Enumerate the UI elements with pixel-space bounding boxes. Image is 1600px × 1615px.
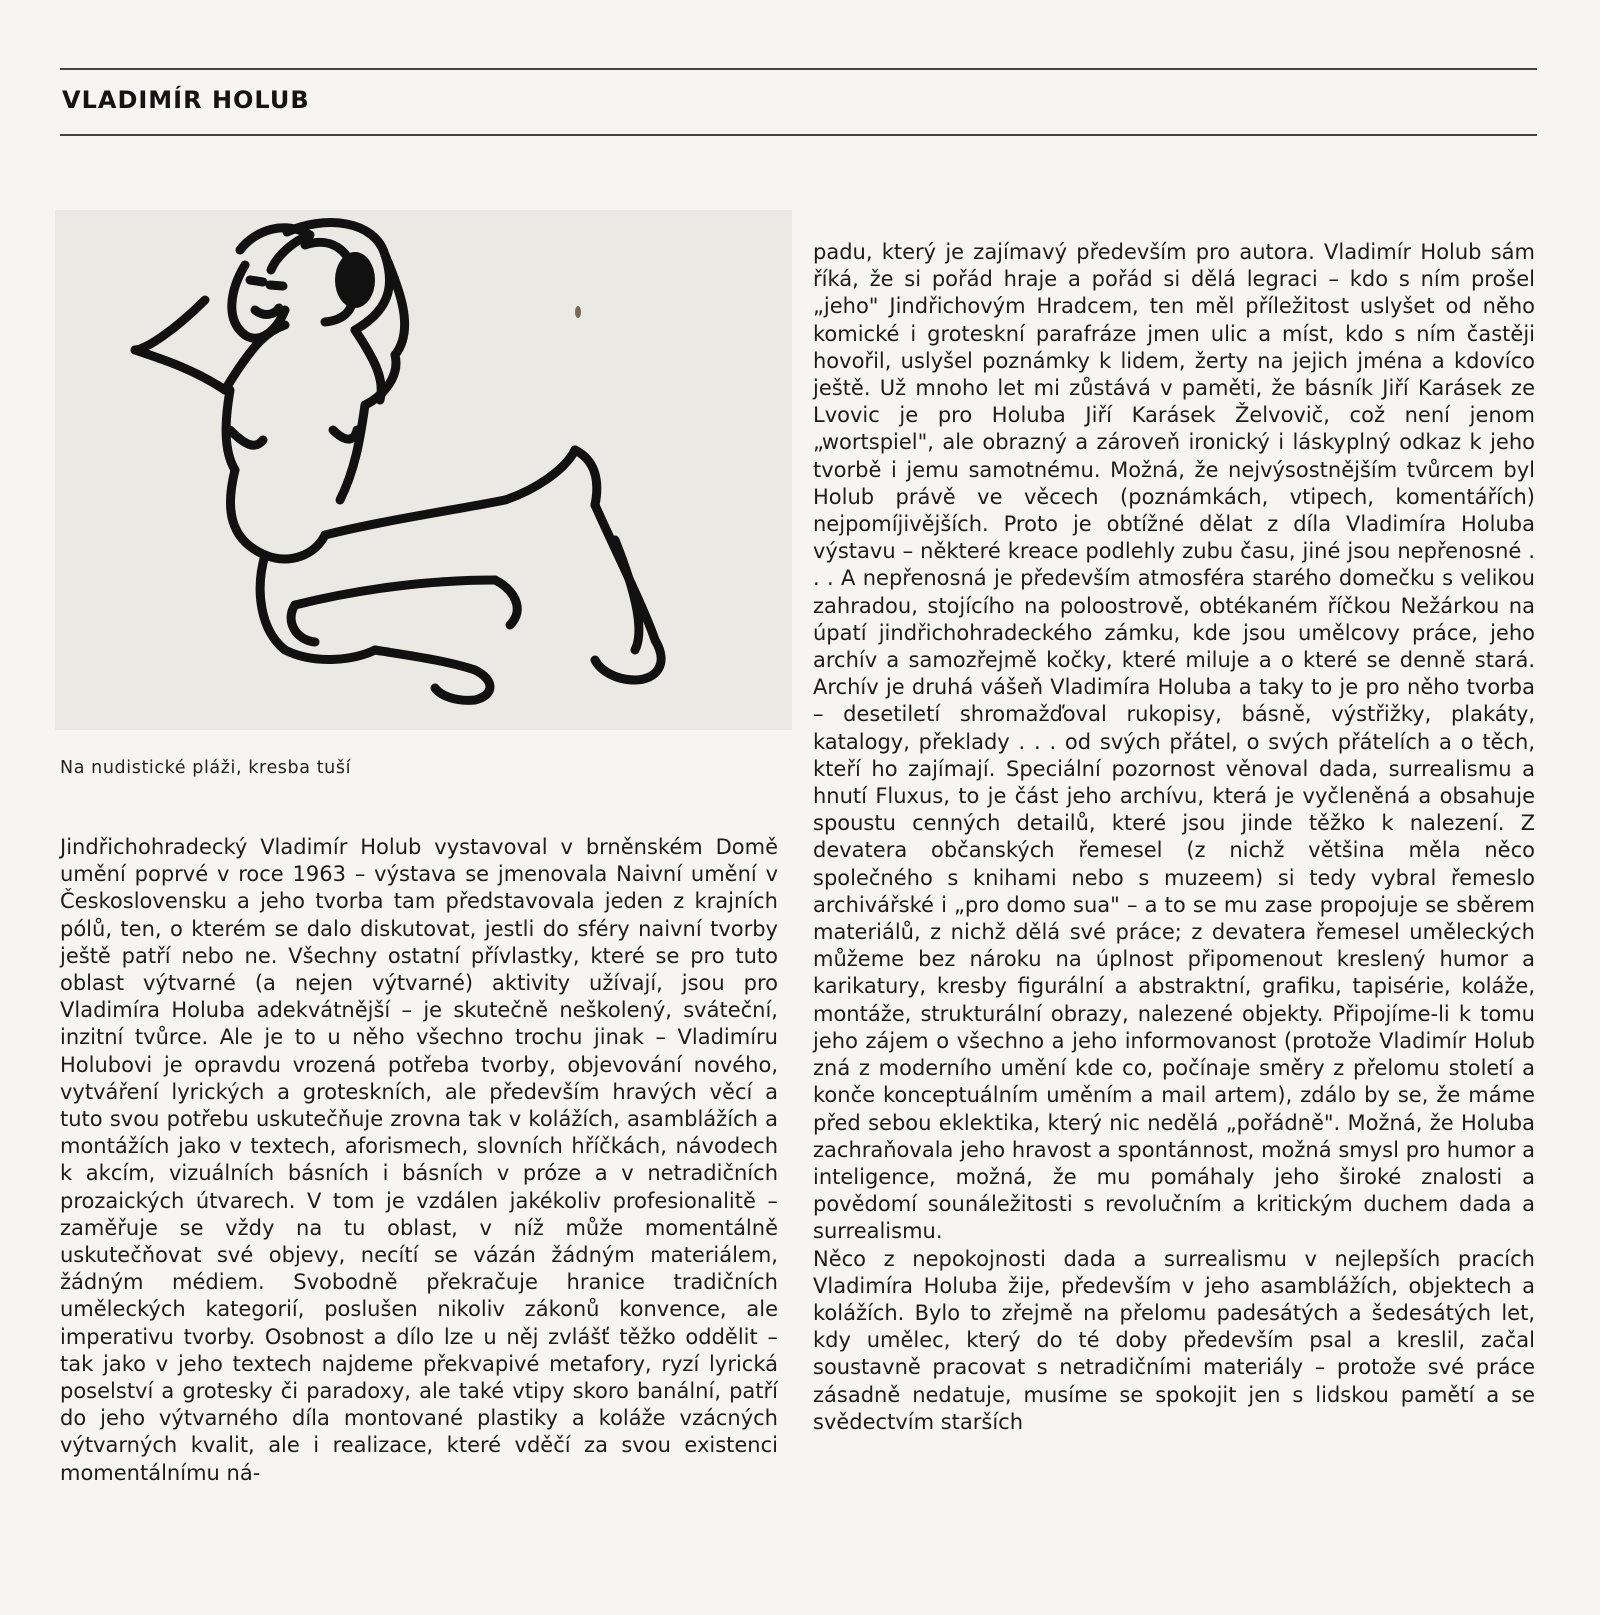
article-column-right: [813, 239, 1535, 1436]
ink-drawing: [55, 210, 792, 730]
article-paragraph: padu, který je zajímavý především pro autora. Vladimír Holub sám říká, že si pořád hraje a pořád si dělá legraci – kdo s ním prošel „jeho" Jindřichovým Hradcem, ten měl příležitost uslyšet od něho komické i groteskní parafráze jmen ulic a míst, kdo s ním častěji hovořil, uslyšel poznámky k lidem, žerty na jejich jména a kdovíco ještě. Už mnoho let mi zůstává v paměti, že básník Jiří Karásek ze Lvovic je pro Holuba Jiří Karásek Želvovič, což není jenom „wortspiel", ale obrazný a zároveň ironický i láskyplný odkaz k jeho tvorbě i jemu samotnému. Možná, že nejvýsostnějším tvůrcem byl Holub právě ve věcech (poznámkách, vtipech, komentářích) nejpomíjivějších. Proto je obtížné dělat z díla Vladimíra Holuba výstavu – některé kreace podlehly zubu času, jiné jsou nepřenosné . . . A nepřenosná je především atmosféra starého domečku s velikou zahradou, stojícího na poloostrově, obtékaném říčkou Nežárkou na úpatí jindřichohradeckého zámku, kde jsou umělcovy práce, jeho archív a samozřejmě kočky, které miluje a o které se denně stará. Archív je druhá vášeň Vladimíra Holuba a taky to je pro něho tvorba – desetiletí shromažďoval rukopisy, básně, výstřižky, plakáty, katalogy, překlady . . . od svých přátel, o svých přátelích a o těch, kteří ho zajímají. Speciální pozornost věnoval dada, surrealismu a hnutí Fluxus, to je část jeho archívu, která je vyčleněná a obsahuje spoustu cenných detailů, které jsou jinde těžko k nalezení. Z devatera občanských řemesel (z nichž většina měla něco společného s knihami nebo s muzeem) si tedy vybral řemeslo archivářské i „pro domo sua" – a to se mu zase propojuje se sběrem materiálů, z nichž dělá své práce; z devatera řemesel uměleckých můžeme bez nároku na úplnost připomenout kreslený humor a karikatury, kresby figurální a abstraktní, grafiku, tapisérie, koláže, montáže, strukturální obrazy, nalezené objekty. Připojíme-li k tomu jeho zájem o všechno a jeho informovanost (protože Vladimír Holub zná z moderního umění kde co, počínaje směry z přelomu století a konče konceptuálním uměním a mail artem), zdálo by se, že máme před sebou eklektika, který nic nedělá „pořádně". Možná, že Holuba zachraňovala jeho hravost a spontánnost, možná smysl pro humor a inteligence, možná, že mu pomáhaly jeho široké znalosti a povědomí sounáležitosti s revolučním a kritickým duchem dada a surrealismu.: [813, 240, 1535, 1244]
article-column-left: [60, 834, 778, 1487]
header-rule-top: [60, 68, 1537, 70]
ink-drawing-figure: [55, 210, 792, 730]
page-title: VLADIMÍR HOLUB: [62, 86, 310, 114]
header-rule-bottom: [60, 134, 1537, 136]
article-paragraph: Jindřichohradecký Vladimír Holub vystavoval v brněnském Domě umění poprvé v roce 1963 – výstava se jmenovala Naivní umění v Československu a jeho tvorba tam představovala jeden z krajních pólů, ten, o kterém se dalo diskutovat, jestli do sféry naivní tvorby ještě patří nebo ne. Všechny ostatní přívlastky, které se pro tuto oblast výtvarné (a nejen výtvarné) aktivity užívají, jsou pro Vladimíra Holuba adekvátnější – je skutečně neškolený, sváteční, inzitní tvůrce. Ale je to u něho všechno trochu jinak – Vladimíru Holubovi je opravdu vrozená potřeba tvorby, objevování nového, vytváření lyrických a groteskních, ale především hravých věcí a tuto svou potřebu uskutečňuje zrovna tak v kolážích, asamblážích a montážích jako v textech, aforismech, slovních hříčkách, návodech k akcím, vizuálních básních i básních v próze a v netradičních prozaických útvarech. V tom je vzdálen jakékoliv profesionalitě – zaměřuje se vždy na tu oblast, v níž může momentálně uskutečňovat své objevy, necítí se vázán žádným materiálem, žádným médiem. Svobodně překračuje hranice tradičních uměleckých kategorií, poslušen nikoliv zákonů konvence, ale imperativu tvorby. Osobnost a dílo lze u něj zvlášť těžko oddělit – tak jako v jeho textech najdeme překvapivé metafory, ryzí lyrická poselství a grotesky či paradoxy, ale také vtipy skoro banální, patří do jeho výtvarného díla montované plastiky a koláže vzácných výtvarných kvalit, ale i realizace, které vděčí za svou existenci momentálnímu ná-: [60, 835, 778, 1485]
figure-caption: Na nudistické pláži, kresba tuší: [60, 758, 352, 778]
article-paragraph: Něco z nepokojnosti dada a surrealismu v nejlepších pracích Vladimíra Holuba žije, především v jeho asamblážích, objektech a kolážích. Bylo to zřejmě na přelomu padesátých a šedesátých let, kdy umělec, který do té doby především psal a kreslil, začal soustavně pracovat s netradičními materiály – protože své práce zásadně nedatuje, musíme se spokojit jen s lidskou pamětí a se svědectvím starších: [813, 1246, 1535, 1434]
